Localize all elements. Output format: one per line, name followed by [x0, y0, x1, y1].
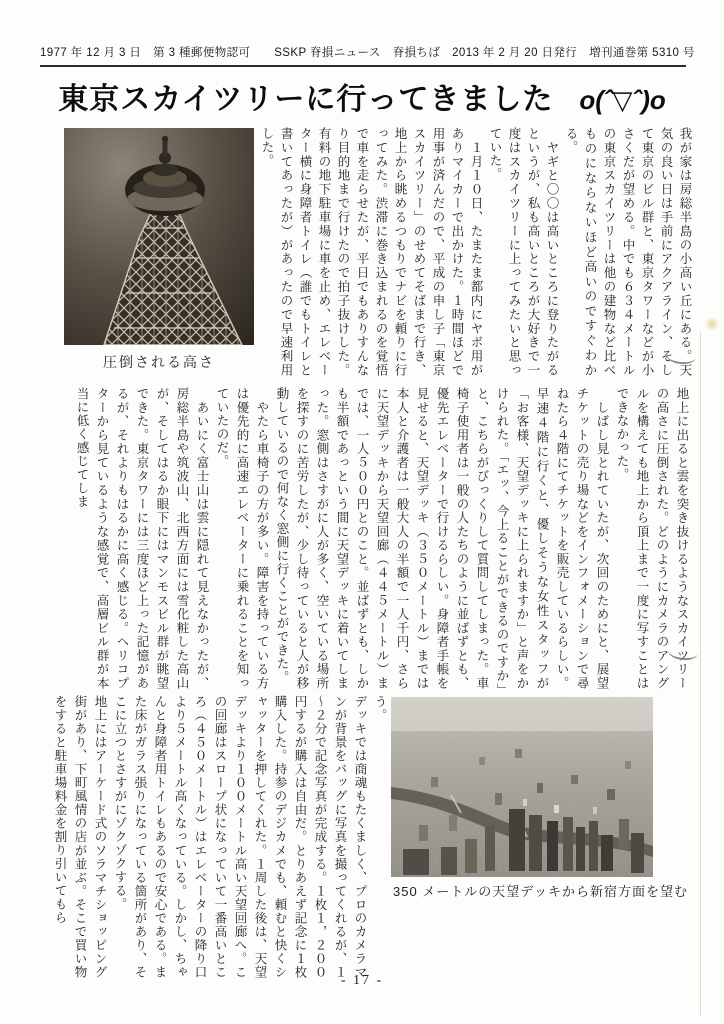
- paragraph: う。: [373, 695, 387, 722]
- paragraph: ヤギと〇〇は高いところに登りたがるというが、私も高いところが大好きで一度はスカイツリーに上ってみたいと思っていた。: [488, 127, 559, 377]
- article-text-block-middle: [34, 387, 692, 690]
- publication-header: 1977 年 12 月 3 日 第 3 種郵便物認可 SSKP 脊損ニュース 脊損ちば 2013 年 2 月 20 日発行 増刊通巻第 5310 号: [40, 44, 686, 67]
- article-title: 東京スカイツリーに行ってきました: [58, 83, 554, 116]
- title-emoticon: o(ˆ▽ˆ)o: [579, 85, 666, 115]
- paragraph: １月１０日、たまたま都内にヤボ用がありマイカーで出かけた。１時間ほどで用事が済んだので、平成の申し子「東京スカイツリー」のせめてそばまで行き、地上から眺めるつもりでナビを頼りに行ってみた。渋滞に巻き込まれるのを覚悟で車を走らせたが、平日でもありすんなり目的地まで行けたので拍子抜けした。有料の地下駐車場に車を止め、エレベーター横に身障者トイレ（誰でもトイレと書いてあったが）があったので早速利用した。: [260, 127, 483, 377]
- paragraph: デッキでは商魂もたくましく、プロのカメラマンが背景をバッグに写真を撮ってくれるが、１～２分で記念写真が完成する。１枚１，２００円するが購入は自由だ。とりあえず記念に１枚購入した。持参のデジカメでも、頼むと快くシャッターを押してくれた。１周した後は、天望デッキより１００メートル高い天望回廊へ。この回廊はスロープ状になっていて一番高いところ（４５０メートル）はエレベーターの降り口より５メートル高くなっている。しかし、ちゃんと身障者用トイレもあるので安心である。また床がガラス張りになっている箇所があり、そこに立つとさすがにゾクゾクする。: [113, 695, 367, 979]
- skytree-photo-caption: 圧倒される高さ: [103, 354, 215, 370]
- article-title-row: [0, 74, 724, 118]
- page-number: - 17 -: [340, 973, 384, 988]
- aerial-photo-caption: 350 メートルの天望デッキから新宿方面を望む: [393, 884, 689, 899]
- paragraph: あいにく富士山は雲に隠れて見えなかったが、房総半島や筑波山、北西方面には雪化粧した高山が、そしてはるか眼下にはマンモスビル群が眺望できた。東京タワーには三度ほど上った記憶があるが、それよりもはるかに高く感じる。ヘリコプターから見ているような感覚で、高層ビル群が本当に低く感じてしま: [75, 387, 209, 690]
- paper-smudge: [704, 316, 720, 332]
- page-edge-line: [700, 332, 701, 1016]
- paragraph: 我が家は房総半島の小高い丘にある。天気の良い日は手前にアクアライン、そして東京のビル群と、東京タワーなどが小さくだが望める。中でも６３４メートルの東京スカイツリーは他の建物など比べものにならないほど高いのですぐわかる。: [564, 127, 692, 377]
- paragraph: しばし見とれていたが、次回のためにと、展望チケットの売り場などをインフォメーションで尋ねたら４階にてチケットを販売しているらしい。早速４階に行くと、優しそうな女性スタッフが「お客様、天望デッキに上られますか」と声をかけられた。「エッ、今上ることができるのですか」と、こちらがびっくりして質問してしまった。車椅子使用者は一般の人たちのように並ばずとも、優先エレベーターで行けるらしい。身障者手帳を見せると、天望デッキ（３５０メートル）までは本人と介護者は一般大人の半額で一人千円、さらに天望デッキから天望回廊（４４５メートル）までは、一人５００円とのこと。並ばずとも、しかも半額であっという間に天望デッキに着いてしまった。窓側はさすがに人が多く、空いている場所を探すのに苦労したが、少し待っていると人が移動しているので何なく窓側に行くことができた。: [275, 387, 609, 690]
- paragraph: 地上にはアーケード式のソラマチショッピング街があり、下町風情の店が並ぶ。そこで買い物をすると駐車場料金を割り引いてもら: [53, 695, 107, 979]
- paragraph: やたら車椅子の方が多い。障害を持っている方は優先的に高速エレベーターに乗れることを知っていたのだ。: [215, 387, 269, 690]
- article-text-block-bottom: [32, 695, 390, 979]
- aerial-view-photo: [391, 697, 653, 877]
- skytree-photo: [64, 128, 254, 345]
- paragraph: 地上に出ると雲を突き抜けるようなスカイツリーの高さに圧倒された。どのようにカメラのアングルを構えても地上から頂上まで一度に写すことはできなかった。: [615, 387, 689, 690]
- article-text-block-top: [258, 127, 694, 377]
